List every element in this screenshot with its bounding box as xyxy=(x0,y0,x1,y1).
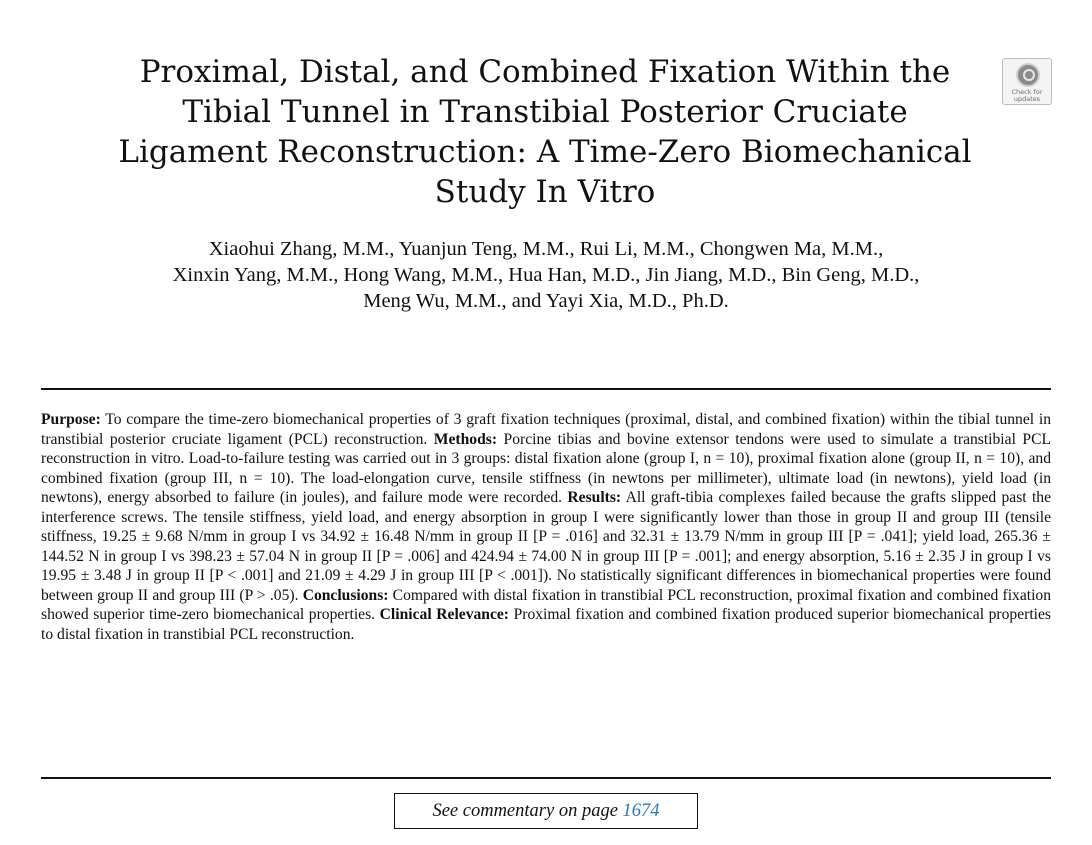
commentary-text: See commentary on page xyxy=(432,801,623,821)
author-line: Meng Wu, M.M., and Yayi Xia, M.D., Ph.D. xyxy=(363,290,729,312)
purpose-text: To compare the time-zero biomechanical properties of 3 graft fixation techniques (proximal, distal, and combined fixation) within the tibial tunnel in transtibial posterior cruciate ligament (PCL) reconstruction. xyxy=(41,411,1051,448)
conclusions-text: Compared with distal fixation in transtibial PCL reconstruction, proximal fixation and combined fixation showed superior time-zero biomechanical properties. xyxy=(41,586,1051,623)
badge-text-line1: Check for xyxy=(1011,88,1043,96)
conclusions-label: Conclusions: xyxy=(302,586,389,604)
commentary-box xyxy=(394,793,698,829)
author-line: Xinxin Yang, M.M., Hong Wang, M.M., Hua Han, M.D., Jin Jiang, M.D., Bin Geng, M.D., xyxy=(172,264,920,286)
abstract xyxy=(41,410,1051,644)
clinical-relevance-text: Proximal fixation and combined fixation produced superior biomechanical properties to distal fixation in transtibial PCL reconstruction. xyxy=(41,606,1051,643)
top-divider xyxy=(41,388,1051,390)
badge-text xyxy=(1003,89,1051,103)
results-text: All graft-tibia complexes failed because the grafts slipped past the interference screws. The tensile stiffness, yield load, and energy absorption in group I were significantly lower than those in group II and group III (tensile stiffness, 19.25 ± 9.68 N/mm in group I vs 34.92 ± 16.48 N/mm in group II [P = .016] and 32.31 ± 13.79 N/mm in group III [P = .041]; yield load, 265.36 ± 144.52 N in group I vs 398.23 ± 57.04 N in group II [P = .006] and 424.94 ± 74.00 N in group III [P = .001]; and energy absorption, 5.16 ± 2.35 J in group I vs 19.95 ± 3.48 J in group II [P < .001] and 21.09 ± 4.29 J in group III [P < .001]). No statistically significant differences in biomechanical properties were found between group II and group III (P > .05). xyxy=(41,489,1051,604)
author-line: Xiaohui Zhang, M.M., Yuanjun Teng, M.M., Rui Li, M.M., Chongwen Ma, M.M., xyxy=(208,238,884,260)
clinical-relevance-label: Clinical Relevance: xyxy=(379,606,509,623)
bottom-divider xyxy=(41,777,1051,779)
results-label: Results: xyxy=(567,489,622,506)
commentary-page-link[interactable]: 1674 xyxy=(622,801,660,821)
check-for-updates-badge[interactable] xyxy=(1002,58,1052,105)
methods-label: Methods: xyxy=(433,430,498,448)
purpose-label: Purpose: xyxy=(41,411,101,428)
badge-text-line2: updates xyxy=(1013,95,1041,103)
check-for-updates-icon xyxy=(1016,63,1040,87)
article-title: Proximal, Distal, and Combined Fixation Within the Tibial Tunnel in Transtibial Posterior Cruciate Ligament Reconstruction: A Time-Zero Biomechanical Study In Vitro xyxy=(118,54,972,210)
author-list xyxy=(30,236,1062,314)
methods-text: Porcine tibias and bovine extensor tendons were used to simulate a transtibial PCL reconstruction in vitro. Load-to-failure testing was carried out in 3 groups: distal fixation alone (group I, n = 10), proximal fixation alone (group II, n = 10), and combined fixation (group III, n = 10). The load-elongation curve, tensile stiffness (in newtons per millimeter), ultimate load (in newtons), yield load (in newtons), energy absorbed to failure (in joules), and failure mode were recorded. xyxy=(41,430,1051,506)
